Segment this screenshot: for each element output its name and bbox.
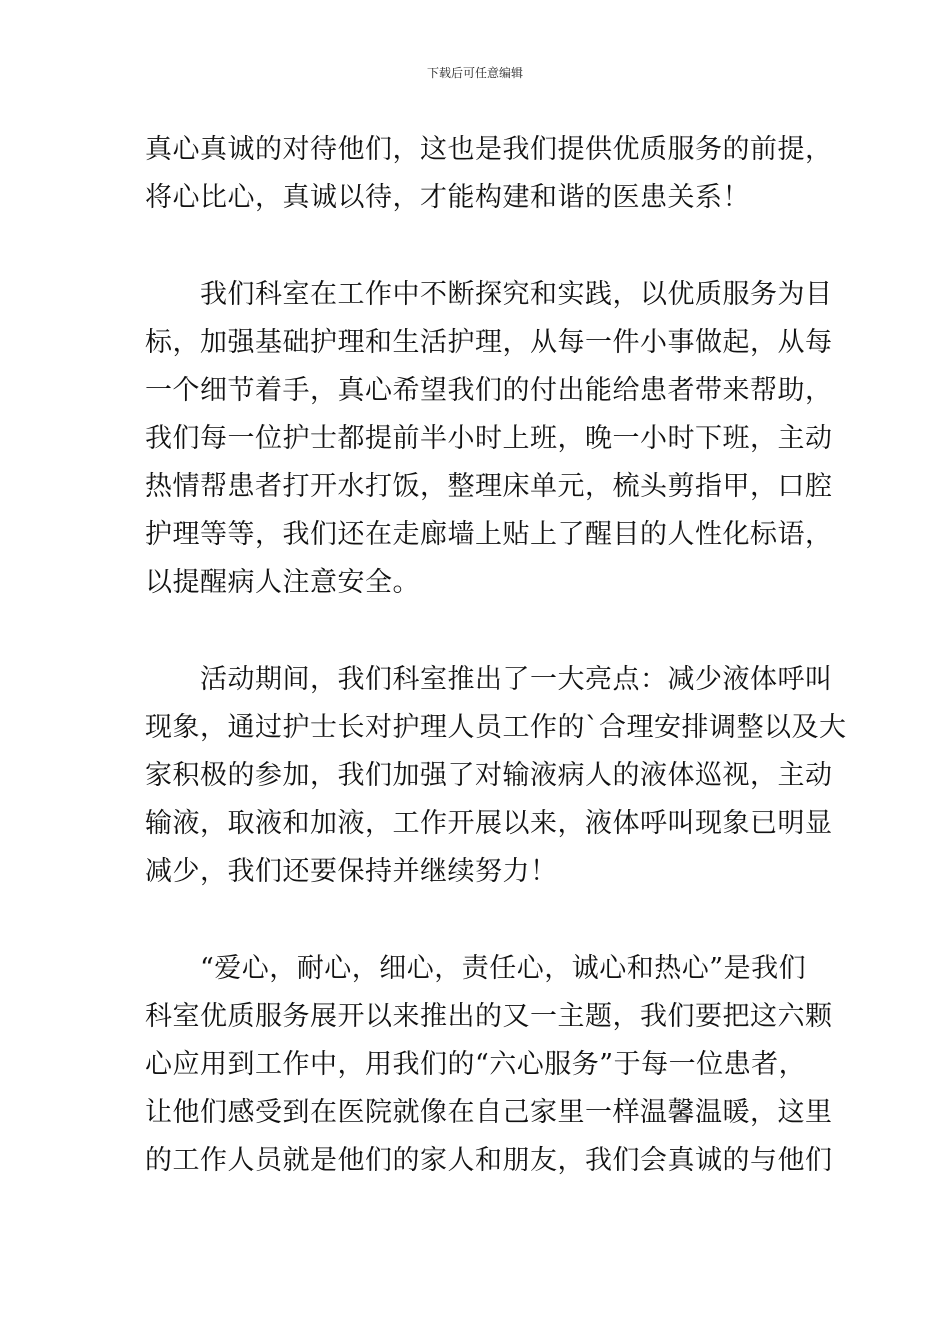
paragraph-4 bbox=[145, 945, 833, 1185]
text-line: 让他们感受到在医院就像在自己家里一样温馨温暖，这里 bbox=[145, 1097, 833, 1128]
text-line: 真心真诚的对待他们，这也是我们提供优质服务的前提， bbox=[145, 134, 833, 165]
text-line: 心应用到工作中，用我们的“六心服务”于每一位患者， bbox=[145, 1049, 807, 1080]
text-line: 我们每一位护士都提前半小时上班，晚一小时下班，主动 bbox=[145, 423, 833, 454]
text-line: 减少，我们还要保持并继续努力！ bbox=[145, 856, 558, 887]
text-line: 一个细节着手，真心希望我们的付出能给患者带来帮助， bbox=[145, 375, 833, 406]
text-line: 的工作人员就是他们的家人和朋友，我们会真诚的与他们 bbox=[145, 1145, 833, 1176]
text-line: 热情帮患者打开水打饭，整理床单元，梳头剪指甲，口腔 bbox=[145, 471, 833, 502]
paragraph-2 bbox=[145, 271, 833, 607]
text-line: 我们科室在工作中不断探究和实践，以优质服务为目 bbox=[145, 279, 833, 310]
paragraph-gap bbox=[145, 222, 813, 271]
text-line: 输液，取液和加液，工作开展以来，液体呼叫现象已明显 bbox=[145, 808, 833, 839]
text-line: 科室优质服务展开以来推出的又一主题，我们要把这六颗 bbox=[145, 1001, 833, 1032]
page-header: 下载后可任意编辑 bbox=[426, 66, 523, 80]
paragraph-3 bbox=[145, 656, 847, 896]
text-line: 现象，通过护士长对护理人员工作的`合理安排调整以及大 bbox=[145, 712, 847, 743]
text-line: 护理等等，我们还在走廊墙上贴上了醒目的人性化标语， bbox=[145, 519, 833, 550]
text-line: 家积极的参加，我们加强了对输液病人的液体巡视，主动 bbox=[145, 760, 833, 791]
paragraph-1 bbox=[145, 126, 833, 222]
text-line: “爱心，耐心，细心，责任心，诚心和热心”是我们 bbox=[145, 953, 807, 984]
text-line: 将心比心，真诚以待，才能构建和谐的医患关系！ bbox=[145, 182, 750, 213]
paragraph-gap bbox=[145, 607, 813, 656]
text-line: 活动期间，我们科室推出了一大亮点：减少液体呼叫 bbox=[145, 664, 833, 695]
document-body bbox=[145, 126, 847, 1185]
text-line: 标，加强基础护理和生活护理，从每一件小事做起，从每 bbox=[145, 327, 833, 358]
paragraph-gap bbox=[145, 896, 813, 945]
text-line: 以提醒病人注意安全。 bbox=[145, 567, 420, 598]
